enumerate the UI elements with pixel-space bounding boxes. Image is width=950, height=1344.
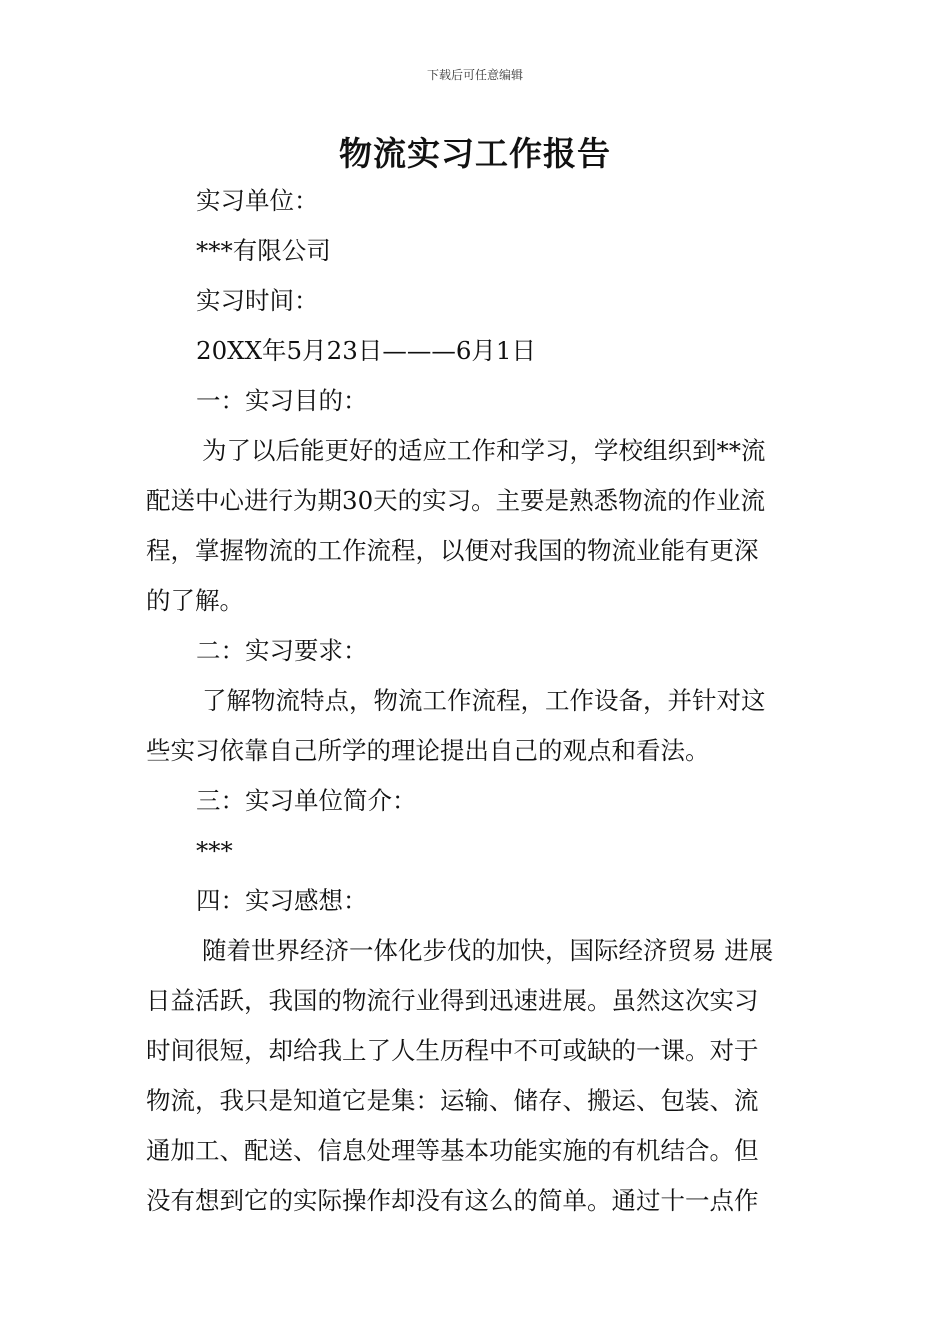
unit-label: 实习单位： — [196, 186, 319, 215]
paragraph-line: 日益活跃，我国的物流行业得到迅速进展。虽然这次实习 — [146, 986, 759, 1015]
document-body — [146, 176, 810, 1226]
unit-value: ***有限公司 — [196, 236, 331, 265]
paragraph-line: 为了以后能更好的适应工作和学习，学校组织到**流 — [202, 436, 766, 465]
time-label: 实习时间： — [196, 286, 319, 315]
paragraph-line: 了解物流特点，物流工作流程，工作设备，并针对这 — [202, 686, 766, 715]
paragraph-line: 的了解。 — [146, 586, 244, 615]
document-title: 物流实习工作报告 — [339, 134, 611, 173]
paragraph-line: 物流，我只是知道它是集：运输、储存、搬运、包装、流 — [146, 1086, 759, 1115]
header-note: 下载后可任意编辑 — [426, 68, 523, 82]
section-heading-unit-intro: 三：实习单位简介： — [196, 786, 417, 815]
paragraph-line: 配送中心进行为期30天的实习。主要是熟悉物流的作业流 — [146, 486, 766, 515]
section-heading-reflections: 四：实习感想： — [196, 886, 368, 915]
section-heading-purpose: 一：实习目的： — [196, 386, 368, 415]
paragraph-line: 通加工、配送、信息处理等基本功能实施的有机结合。但 — [146, 1136, 759, 1165]
paragraph-line: 随着世界经济一体化步伐的加快，国际经济贸易 进展 — [202, 936, 774, 965]
time-value: 20XX年5月23日———6月1日 — [196, 336, 536, 365]
paragraph-line: 程，掌握物流的工作流程，以便对我国的物流业能有更深 — [146, 536, 759, 565]
paragraph-line: 没有想到它的实际操作却没有这么的简单。通过十一点作 — [146, 1186, 759, 1215]
unit-intro-value: *** — [196, 836, 233, 865]
paragraph-line: 时间很短，却给我上了人生历程中不可或缺的一课。对于 — [146, 1036, 759, 1065]
paragraph-line: 些实习依靠自己所学的理论提出自己的观点和看法。 — [146, 736, 710, 765]
section-heading-requirements: 二：实习要求： — [196, 636, 368, 665]
